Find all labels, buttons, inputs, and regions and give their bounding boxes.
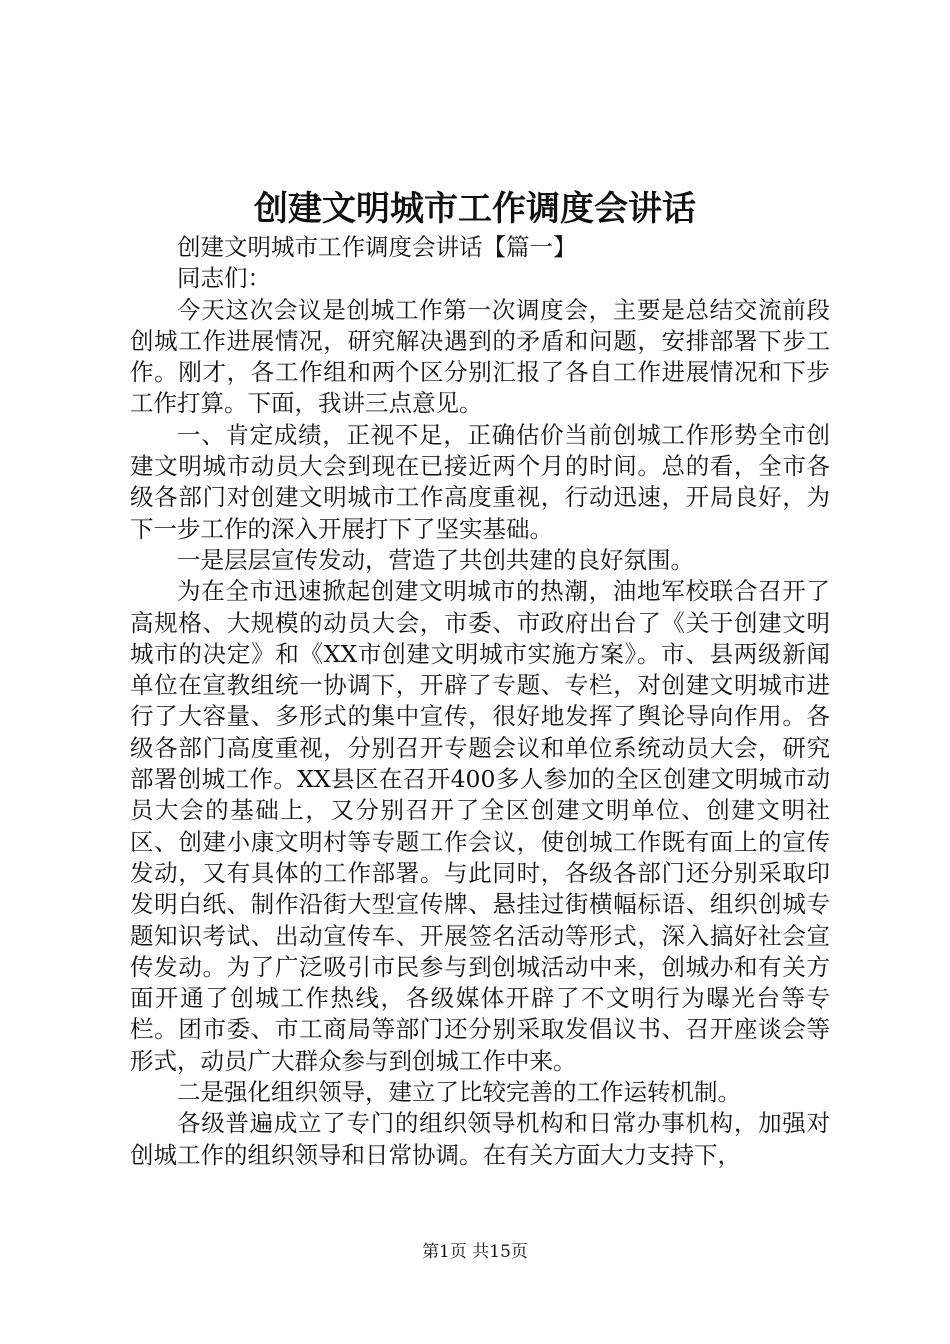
document-body (130, 232, 830, 1171)
paragraph-point-one-heading: 一是层层宣传发动，营造了共创共建的良好氛围。 (177, 545, 694, 574)
page-footer: 第1页 共15页 (422, 1242, 528, 1262)
paragraph-point-two-heading: 二是强化组织领导，建立了比较完善的工作运转机制。 (177, 1078, 741, 1107)
paragraph-subtitle: 创建文明城市工作调度会讲话【篇一】 (177, 233, 577, 261)
paragraph-intro: 今天这次会议是创城工作第一次调度会，主要是总结交流前段创城工作进展情况，研究解决遇到的矛盾和问题，安排部署下步工作。刚才，各工作组和两个区分别汇报了各自工作进展情况和下步工作打算。下面，我讲三点意见。 (130, 295, 830, 418)
paragraph-section-one: 一、肯定成绩，正视不足，正确估价当前创城工作形势全市创建文明城市动员大会到现在已接近两个月的时间。总的看，全市各级各部门对创建文明城市工作高度重视，行动迅速，开局良好，为下一步工作的深入开展打下了坚实基础。 (130, 420, 830, 543)
paragraph-point-one-body: 为在全市迅速掀起创建文明城市的热潮，油地军校联合召开了高规格、大规模的动员大会，市委、市政府出台了《关于创建文明城市的决定》和《XX市创建文明城市实施方案》。市、县两级新闻单位在宣教组统一协调下，开辟了专题、专栏，对创建文明城市进行了大容量、多形式的集中宣传，很好地发挥了舆论导向作用。各级各部门高度重视，分别召开专题会议和单位系统动员大会，研究部署创城工作。XX县区在召开400多人参加的全区创建文明城市动员大会的基础上，又分别召开了全区创建文明单位、创建文明社区、创建小康文明村等专题工作会议，使创城工作既有面上的宣传发动，又有具体的工作部署。与此同时，各级各部门还分别采取印发明白纸、制作沿街大型宣传牌、悬挂过街横幅标语、组织创城专题知识考试、出动宣传车、开展签名活动等形式，深入搞好社会宣传发动。为了广泛吸引市民参与到创城活动中来，创城办和有关方面开通了创城工作热线，各级媒体开辟了不文明行为曝光台等专栏。团市委、市工商局等部门还分别采取发倡议书、召开座谈会等形式，动员广大群众参与到创城工作中来。 (130, 577, 830, 1075)
paragraph-salutation: 同志们： (177, 264, 271, 293)
document-title: 创建文明城市工作调度会讲话 (254, 189, 696, 229)
paragraph-point-two-body: 各级普遍成立了专门的组织领导机构和日常办事机构，加强对创城工作的组织领导和日常协调。在有关方面大力支持下， (130, 1109, 830, 1169)
